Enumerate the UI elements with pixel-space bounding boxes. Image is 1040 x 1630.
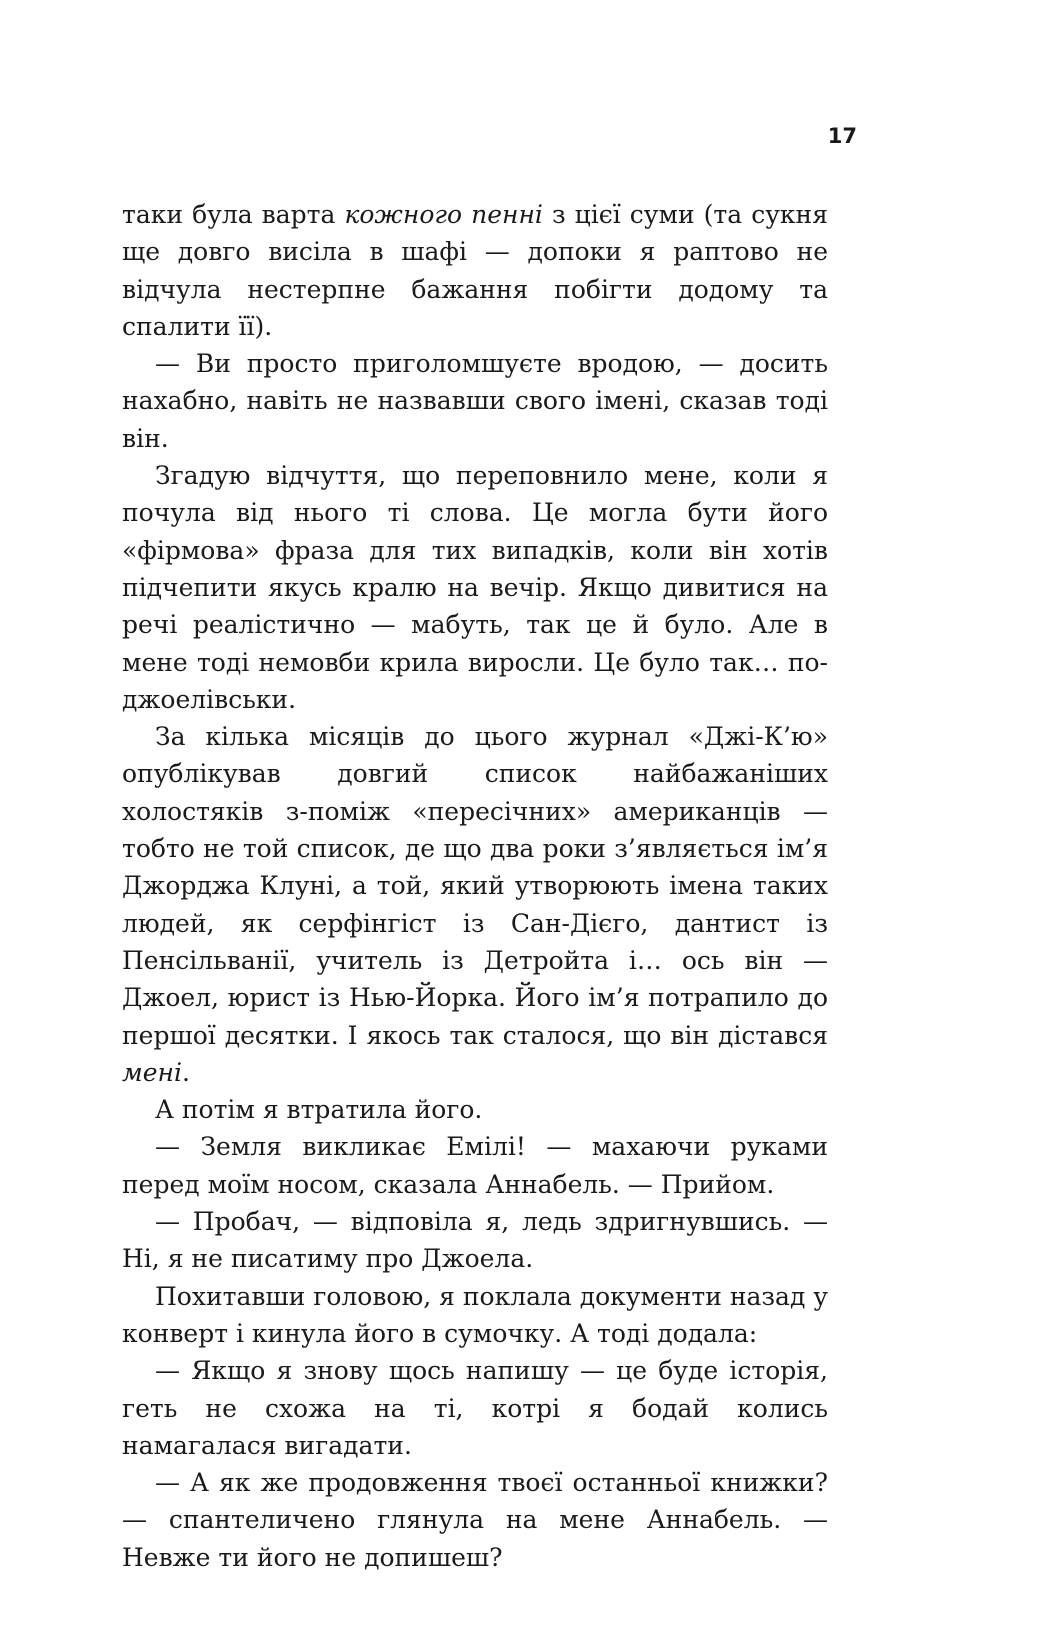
paragraph: — Якщо я знову щось напишу — це буде історія, геть не схожа на ті, котрі я бодай колись намагалася вигадати. [122,1356,828,1460]
paragraph [122,718,828,1091]
italic-run: кожного пенні [344,200,543,229]
text-run: За кілька місяців до цього журнал «Джі-К’ю» опублікував довгий список найбажаніших холостяків з-поміж «пересічних» американців — тобто не той список, де що два роки з’являється ім’я Джорджа Клуні, а той, який утворюють імена таких людей, як серфінгіст із Сан-Дієго, дантист із Пенсільванії, учитель із Детройта і… ось він — Джоел, юрист із Нью-Йорка. Його ім’я потрапило до першої десятки. І якось так сталося, що він дістався [122,722,828,1050]
text-run: таки була варта [122,200,345,229]
paragraph: Похитавши головою, я поклала документи назад у конверт і кинула його в сумочку. А тоді додала: [122,1281,828,1348]
body-text [122,196,828,1576]
text-run: з цієї суми (та сукня ще довго висіла в шафі — допоки я раптово не відчула нестерпне бажання побігти додому та спалити її). [122,200,828,341]
paragraph [122,196,828,345]
paragraph: — Земля викликає Емілі! — махаючи руками перед моїм носом, сказала Аннабель. — Прийом. [122,1132,828,1199]
text-run: . [182,1057,190,1087]
paragraph: — Пробач, — відповіла я, ледь здригнувшись. — Ні, я не писатиму про Джоела. [122,1207,828,1274]
paragraph: Згадую відчуття, що переповнило мене, коли я почула від нього ті слова. Це могла бути його «фірмова» фраза для тих випадків, коли він хотів підчепити якусь кралю на вечір. Якщо дивитися на речі реалістично — мабуть, так це й було. Але в мене тоді немовби крила виросли. Це було так… по-джоелівськи. [122,461,828,714]
paragraph: А потім я втратила його. [155,1095,483,1125]
page-number: 17 [827,124,857,148]
paragraph: — А як же продовження твоєї останньої книжки? — спантеличено глянула на мене Аннабель. — Невже ти його не допишеш? [122,1468,828,1572]
paragraph: — Ви просто приголомшуєте вродою, — досить нахабно, навіть не назвавши свого імені, сказав тоді він. [122,349,828,453]
italic-run: мені [122,1057,182,1087]
